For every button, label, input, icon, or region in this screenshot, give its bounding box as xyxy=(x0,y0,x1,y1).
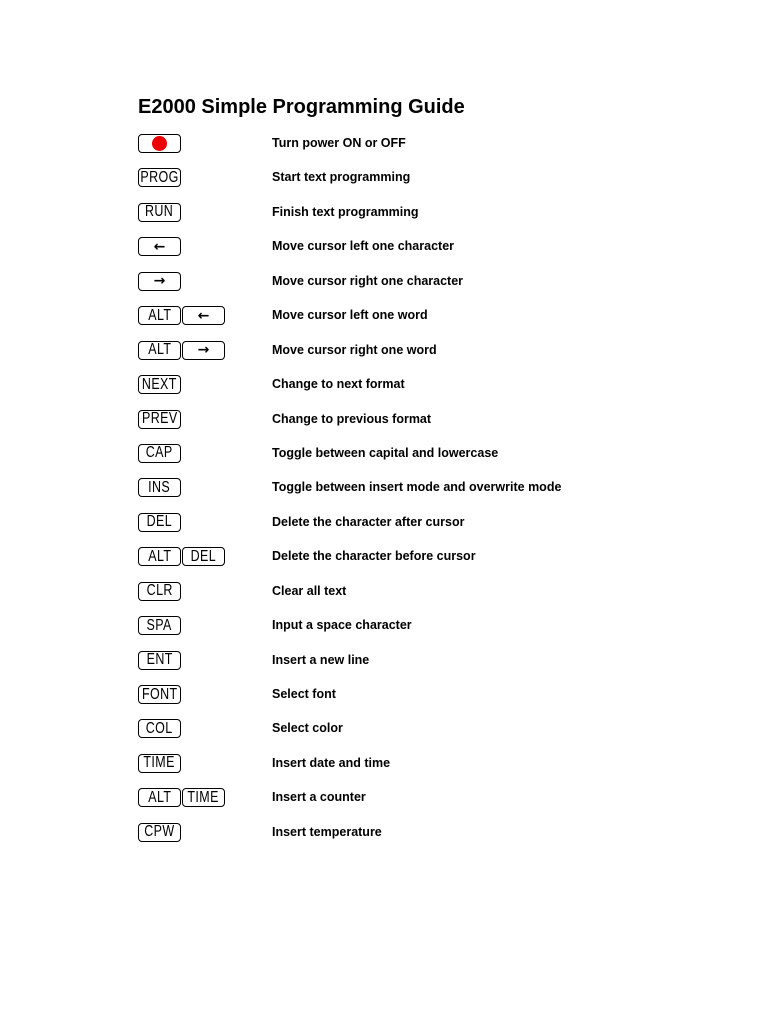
key-combo xyxy=(138,582,182,601)
key-prev xyxy=(138,410,181,429)
guide-row xyxy=(138,711,698,745)
key-description: Change to previous format xyxy=(272,411,432,426)
guide-row xyxy=(138,574,698,608)
key-description: Input a space character xyxy=(272,618,412,633)
key-combo xyxy=(138,237,182,256)
key-label: ENT xyxy=(146,651,173,669)
key-combo xyxy=(138,134,182,153)
key-description: Start text programming xyxy=(272,170,411,185)
key-combo xyxy=(138,410,182,429)
key-time xyxy=(138,754,181,773)
key-label: COL xyxy=(146,719,173,737)
guide-row xyxy=(138,264,698,298)
key-label: ALT xyxy=(147,306,172,324)
guide-row xyxy=(138,780,698,814)
key-cap xyxy=(138,444,181,463)
key-label: ALT xyxy=(147,341,172,359)
key-ins xyxy=(138,478,181,497)
guide-row xyxy=(138,643,698,677)
guide-row xyxy=(138,815,698,849)
guide-row xyxy=(138,229,698,263)
key-combo xyxy=(138,203,182,222)
key-label: INS xyxy=(148,478,171,496)
power-dot-icon xyxy=(152,136,167,151)
guide-row xyxy=(138,333,698,367)
key-label: SPA xyxy=(146,616,173,634)
arrow-right-icon: → xyxy=(197,342,210,359)
guide-row xyxy=(138,126,698,160)
key-label: ALT xyxy=(147,788,172,806)
key-label: TIME xyxy=(187,788,220,806)
key-description: Toggle between capital and lowercase xyxy=(272,445,499,460)
key-description: Select font xyxy=(272,687,336,701)
key-combo xyxy=(138,754,182,773)
key-del xyxy=(182,547,225,566)
key-cpw xyxy=(138,823,181,842)
guide-row xyxy=(138,367,698,401)
key-description: Clear all text xyxy=(272,583,347,598)
key-font xyxy=(138,685,181,704)
key-col xyxy=(138,719,181,738)
key-arrow-right xyxy=(138,272,181,291)
arrow-left-icon: ← xyxy=(197,307,210,324)
key-description: Move cursor right one word xyxy=(272,342,437,357)
key-description: Insert a new line xyxy=(272,652,370,667)
key-description: Insert temperature xyxy=(272,824,382,839)
guide-row xyxy=(138,298,698,332)
key-description: Delete the character before cursor xyxy=(272,549,476,564)
key-arrow-right xyxy=(182,341,225,360)
key-next xyxy=(138,375,181,394)
guide-row xyxy=(138,677,698,711)
key-description: Change to next format xyxy=(272,377,405,392)
key-label: DEL xyxy=(190,547,217,565)
guide-row xyxy=(138,470,698,504)
guide-row xyxy=(138,505,698,539)
page-title: E2000 Simple Programming Guide xyxy=(138,96,465,118)
key-label: DEL xyxy=(146,513,173,531)
key-clr xyxy=(138,582,181,601)
key-combo xyxy=(138,651,182,670)
key-label: CLR xyxy=(146,582,173,600)
key-description: Toggle between insert mode and overwrite mode xyxy=(272,480,562,495)
key-label: PREV xyxy=(141,410,178,427)
key-combo xyxy=(138,823,182,842)
key-combo xyxy=(138,513,182,532)
key-label: RUN xyxy=(145,203,174,221)
guide-row xyxy=(138,160,698,194)
guide-row xyxy=(138,539,698,573)
guide-row xyxy=(138,195,698,229)
guide-row xyxy=(138,746,698,780)
key-combo xyxy=(138,168,182,187)
key-combo xyxy=(138,616,182,635)
key-combo xyxy=(138,685,182,704)
key-description: Finish text programming xyxy=(272,204,419,219)
key-label: ALT xyxy=(147,547,172,565)
key-label: TIME xyxy=(143,754,176,772)
key-description: Turn power ON or OFF xyxy=(272,136,406,150)
guide-list xyxy=(138,126,698,849)
key-spa xyxy=(138,616,181,635)
key-alt xyxy=(138,341,181,360)
key-combo xyxy=(138,375,182,394)
key-del xyxy=(138,513,181,532)
key-arrow-left xyxy=(138,237,181,256)
key-description: Delete the character after cursor xyxy=(272,514,465,529)
guide-row xyxy=(138,608,698,642)
key-description: Insert date and time xyxy=(272,755,391,770)
key-label: NEXT xyxy=(142,375,177,393)
key-label: CAP xyxy=(146,444,173,462)
key-label: FONT xyxy=(141,685,178,703)
key-power-dot xyxy=(138,134,181,153)
key-description: Move cursor right one character xyxy=(272,273,464,288)
key-alt xyxy=(138,547,181,566)
key-combo xyxy=(138,306,226,325)
arrow-right-icon: → xyxy=(153,273,166,290)
key-combo xyxy=(138,444,182,463)
key-ent xyxy=(138,651,181,670)
guide-row xyxy=(138,402,698,436)
key-label: CPW xyxy=(144,823,175,841)
key-combo xyxy=(138,478,182,497)
key-label: PROG xyxy=(140,168,179,186)
key-alt xyxy=(138,306,181,325)
arrow-left-icon: ← xyxy=(153,238,166,255)
key-combo xyxy=(138,788,226,807)
key-combo xyxy=(138,341,226,360)
guide-row xyxy=(138,436,698,470)
key-description: Select color xyxy=(272,721,343,736)
key-arrow-left xyxy=(182,306,225,325)
key-combo xyxy=(138,547,226,566)
key-time xyxy=(182,788,225,807)
key-description: Move cursor left one word xyxy=(272,308,428,323)
key-combo xyxy=(138,272,182,291)
key-run xyxy=(138,203,181,222)
key-description: Insert a counter xyxy=(272,790,366,805)
key-combo xyxy=(138,719,182,738)
key-prog xyxy=(138,168,181,187)
key-description: Move cursor left one character xyxy=(272,239,455,254)
key-alt xyxy=(138,788,181,807)
